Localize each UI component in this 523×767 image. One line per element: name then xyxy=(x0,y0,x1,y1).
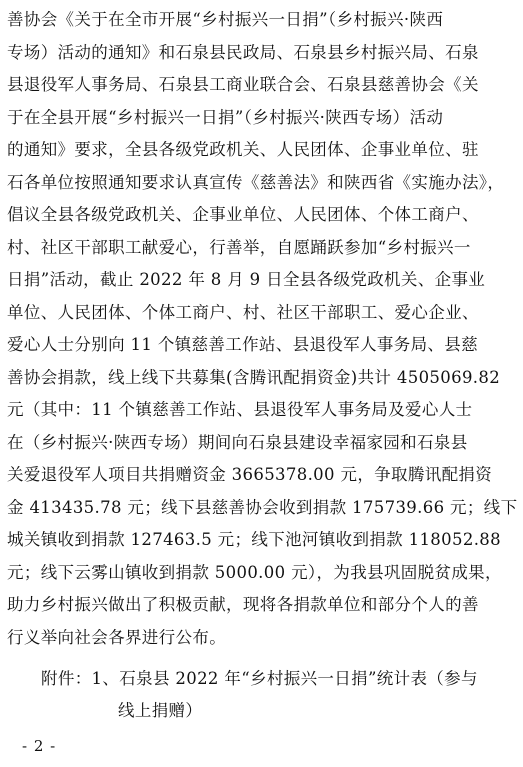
body-line: 善协会《关于在全市开展“乡村振兴一日捐”（乡村振兴·陕西 xyxy=(7,10,444,29)
attachment-note xyxy=(7,663,517,727)
body-line: 元；线下云雾山镇收到捐款 5000.00 元），为我县巩固脱贫成果， xyxy=(7,562,502,582)
body-line: 县退役军人事务局、石泉县工商业联合会、石泉县慈善协会《关 xyxy=(7,75,479,94)
body-line: 助力乡村振兴做出了积极贡献，现将各捐款单位和部分个人的善 xyxy=(7,595,479,614)
body-line: 于在全县开展“乡村振兴一日捐”（乡村振兴·陕西专场）活动 xyxy=(7,107,444,127)
body-line: 的通知》要求，全县各级党政机关、人民团体、企事业单位、驻 xyxy=(7,140,479,159)
body-line: 善协会捐款，线上线下共募集(含腾讯配捐资金)共计 4505069.82 xyxy=(7,367,501,387)
page-number: - 2 - xyxy=(22,737,57,755)
body-line: 单位、人民团体、个体工商户、村、社区干部职工、爱心企业、 xyxy=(7,302,479,322)
attachment-line-1: 附件：1、石泉县 2022 年“乡村振兴一日捐”统计表（参与 xyxy=(41,669,478,688)
body-line: 在（乡村振兴·陕西专场）期间向石泉县建设幸福家园和石泉县 xyxy=(7,432,468,452)
body-line: 爱心人士分别向 11 个镇慈善工作站、县退役军人事务局、县慈 xyxy=(7,335,478,354)
attachment-line-2: 线上捐赠） xyxy=(118,701,203,720)
body-line: 倡议全县各级党政机关、企事业单位、人民团体、个体工商户、 xyxy=(7,205,479,224)
body-line: 行义举向社会各界进行公布。 xyxy=(7,627,227,647)
body-line: 石各单位按照通知要求认真宣传《慈善法》和陕西省《实施办法》， xyxy=(7,172,505,192)
body-paragraph xyxy=(7,4,517,654)
body-line: 日捐”活动，截止 2022 年 8 月 9 日全县各级党政机关、企事业 xyxy=(7,270,486,289)
body-line: 关爱退役军人项目共捐赠资金 3665378.00 元，争取腾讯配捐资 xyxy=(7,465,493,484)
body-line: 村、社区干部职工献爱心，行善举，自愿踊跃参加“乡村振兴一 xyxy=(7,237,471,257)
body-line: 专场）活动的通知》和石泉县民政局、石泉县乡村振兴局、石泉 xyxy=(7,42,479,62)
body-line: 金 413435.78 元；线下县慈善协会收到捐款 175739.66 元；线下 xyxy=(7,497,518,517)
body-line: 城关镇收到捐款 127463.5 元；线下池河镇收到捐款 118052.88 xyxy=(7,530,501,549)
body-line: 元（其中：11 个镇慈善工作站、县退役军人事务局及爱心人士 xyxy=(7,400,473,419)
